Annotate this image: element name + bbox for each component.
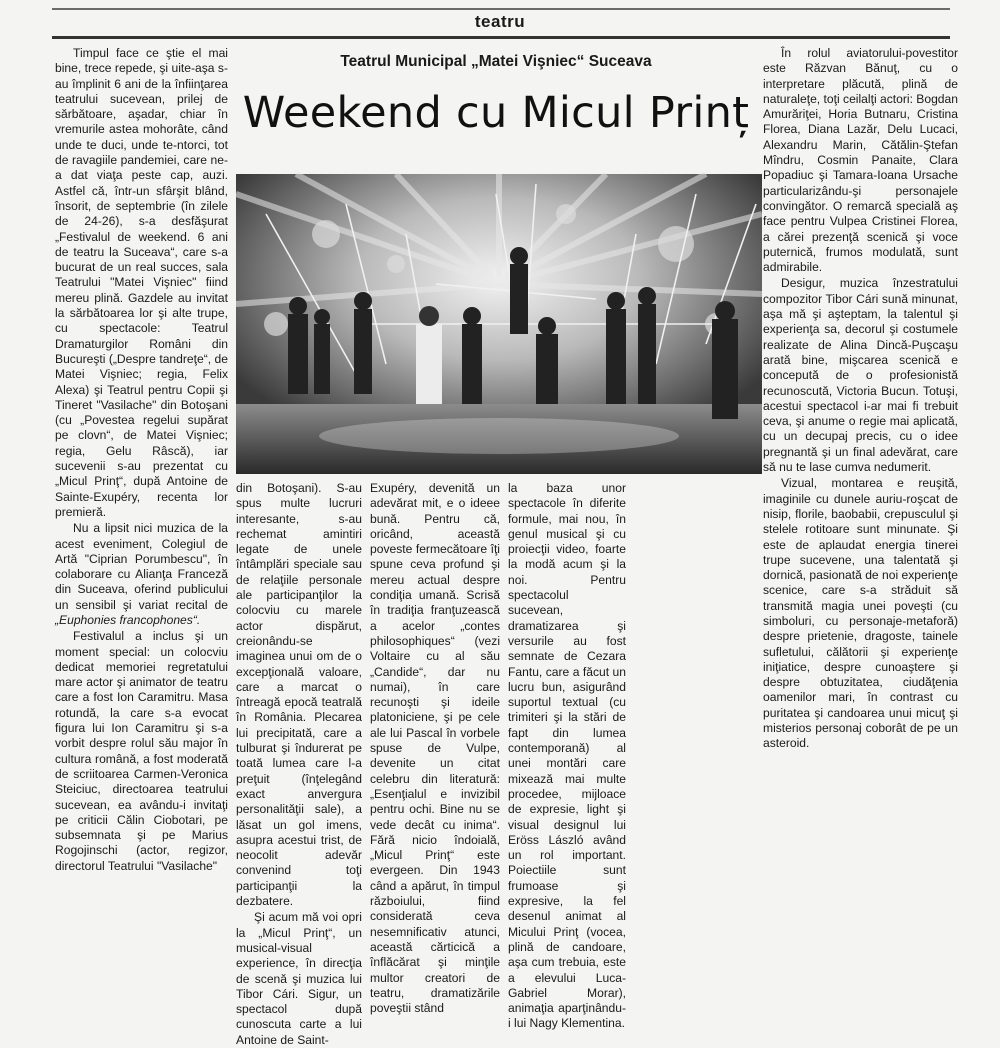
paragraph: În rolul aviatorului-povestitor este Răzvan Bănuţ, cu o interpretare plăcută, plină de naturaleţe, toţi ceilalţi actori: Bogdan Amurăriţei, Horia Butnaru, Cristina Florea, Diana Lazăr, Delu Lucaci, Alexandru Marin, Cătălin-Ştefan Mîndru, Cosmin Panaite, Clara Popadiuc şi Tamara-Ioana Ursache particularizându-şi personajele convingător. O remarcă specială aş face pentru Vulpea Cristinei Florea, a cărei prezenţă scenică şi voce puternică, frumos modulată, sunt admirabile. [763, 46, 958, 275]
article-title: Weekend cu Micul Prinț [242, 88, 750, 138]
stage-photo [236, 174, 762, 474]
section-label: teatru [474, 12, 526, 31]
article-column-5 [763, 46, 958, 806]
header-rule-bottom [52, 36, 950, 39]
paragraph [55, 521, 228, 628]
paragraph: la baza unor spectacole în diferite formule, mai nou, în genul musical şi cu proiecţii video, foarte la modă acum şi la noi. Pentru spectacolul sucevean, dramatizarea şi versurile au fost semnate de Cezara Fantu, care a făcut un lucru bun, asigurând suportul textual (cu trimiteri şi la stări de fapt din lumea contemporană) al unei montări care mixează mai multe procedee, mijloace de expresie, light şi visual designul lui Eröss László având un rol important. Poiectiile sunt frumoase şi expresive, la fel desenul animat al Micului Prinţ (vocea, plină de candoare, aşa cum trebuia, este a elevului Luca-Gabriel Morar), animaţia aparţinându-i lui Nagy Klementina. [508, 481, 626, 1031]
paragraph: Exupéry, devenită un adevărat mit, e o ideee bună. Pentru că, oricând, această poveste fermecătoare îţi spune ceva profund şi mereu actual despre condiţia umană. Scrisă în tradiţia franţuzească a acelor „contes philosophiques“ (vezi Voltaire cu al său „Candide“, dar nu numai), în care recunoşti şi ideile platoniciene, şi pe cele ale lui Pascal în vorbele spuse de Vulpe, devenite un citat celebru din literatură: „Esenţialul e invizibil pentru ochi. Bine nu se vede decât cu inima“. Fără nicio îndoială, „Micul Prinţ“ este evergeen. Din 1943 când a apărut, în timpul războiului, fiind considerată ceva nesemnificativ atunci, această cărticică a înflăcărat şi minţile multor creatori de teatru, dramatizările poveştii stând [370, 481, 500, 1016]
paragraph: din Botoşani). S-au spus multe lucruri interesante, s-au rechemat amintiri legate de unele întâmplări speciale sau de relaţiile personale ale participanţilor la colocviu cu marele actor dispărut, creionându-se imaginea unui om de o excepţională valoare, care a marcat o întreagă epocă teatrală în România. Plecarea lui precipitată, care a tulburat şi îndurerat pe toată lumea care l-a preţuit (înţelegând exact anvergura personalităţii sale), a lăsat un gol imens, asupra acestui trist, de neocolit adevăr convenind toţi participanţii la dezbatere. [236, 481, 362, 909]
article-column-4 [508, 481, 626, 1031]
article-column-1 [55, 46, 228, 873]
paragraph: Desigur, muzica înzestratului compozitor Tibor Cári sună minunat, aşa mă şi aşteptam, la talentul şi experienţa sa, decorul şi costumele realizate de Alina Dincă-Puşcaşu arată bine, mişcarea scenică e concepută de o profesionistă recunoscută, Victoria Bucun. Totuşi, acestui spectacol i-ar mai fi trebuit ceva, şi anume o regie mai aplicată, cu un decupaj precis, cu o idee pregnantă şi un final adevărat, care să nu te lase cumva nedumerit. [763, 276, 958, 475]
italic-title: „Euphonies francophones“. [55, 612, 201, 627]
header-rule-top [52, 8, 950, 10]
paragraph: Timpul face ce ştie el mai bine, trece repede, şi uite-aşa s-au împlinit 6 ani de la înfiinţarea teatrului sucevean, prilej de sărbătoare, aşadar, chiar în vremurile astea mohorâte, când unde te duci, unde te-ntorci, tot de ravagiile pandemiei, care ne-a dat viaţa peste cap, auzi. Astfel că, într-un sfârşit blând, însorit, de septembrie (în zilele de 24-26), s-a desfăşurat „Festivalul de weekend. 6 ani de teatru la Suceava“, care s-a bucurat de un real succes, sala Teatrului "Matei Vişniec" fiind mereu plină. Gazdele au invitat la sărbătoarea lor şi alte trupe, cu spectacole: Teatrul Dramaturgilor Români din Bucureşti („Despre tandreţe“, de Matei Vişniec; regia, Felix Alexa) şi Teatrul pentru Copii şi Tineret "Vasilache" din Botoşani (cu „Povestea regelui supărat pe clovn“, de Matei Vişniec; regia, Gelu Râscă), iar sucevenii s-au prezentat cu „Micul Prinţ“, după Antoine de Sainte-Exupéry, recenta lor premieră. [55, 46, 228, 519]
article-kicker: Teatrul Municipal „Matei Vişniec“ Suceava [340, 53, 652, 70]
paragraph: Şi acum mă voi opri la „Micul Prinţ“, un musical-visual experience, în direcţia de scenă şi muzica lui Tibor Cári. Sigur, un spectacol după cunoscuta carte a lui Antoine de Saint- [236, 910, 362, 1047]
paragraph: Festivalul a inclus şi un moment special: un colocviu dedicat memoriei regretatului mare actor şi animator de teatru care a fost Ion Caramitru. Masa rotundă, la care s-a evocat figura lui Ion Caramitru şi s-a vorbit despre rolul său major în cultura română, a fost moderată de scriitoarea Carmen-Veronica Steiciuc, directoarea teatrului sucevean, ea avându-i invitaţi pe criticii Călin Ciobotari, pe subsemnata şi pe Marius Rogojinschi (actor, regizor, directorul Teatrului "Vasilache" [55, 629, 228, 873]
stage-photo-illustration [236, 174, 762, 474]
section-header [0, 0, 1000, 40]
article-column-2 [236, 481, 362, 1047]
article-column-3 [370, 481, 500, 1016]
paragraph: Vizual, montarea e reuşită, imaginile cu dunele auriu-roşcat de nisip, florile, baobabii, crepusculul şi stelele rotitoare sunt minunate. Şi este de aplaudat energia tinerei trupe sucevene, una talentată şi dornică, pasionată de noi experienţe scenice, care s-a străduit să transmită magia unei poveşti (cu simboluri, cu personaje-metaforă) despre prietenie, dragoste, tainele sufletului, călătorii şi experienţe iniţiatice, despre cunoaştere şi despre obtuzitatea, ciudăţenia oamenilor mari, în contrast cu puritatea şi candoarea unui micuţ şi misterios personaj coborât de pe un asteroid. [763, 476, 958, 751]
paragraph-text: Nu a lipsit nici muzica de la acest eveniment, Colegiul de Artă "Ciprian Porumbescu", în colaborare cu Alianţa Franceză din Suceava, oferind publicului un sensibil şi variat recital de [55, 521, 228, 612]
